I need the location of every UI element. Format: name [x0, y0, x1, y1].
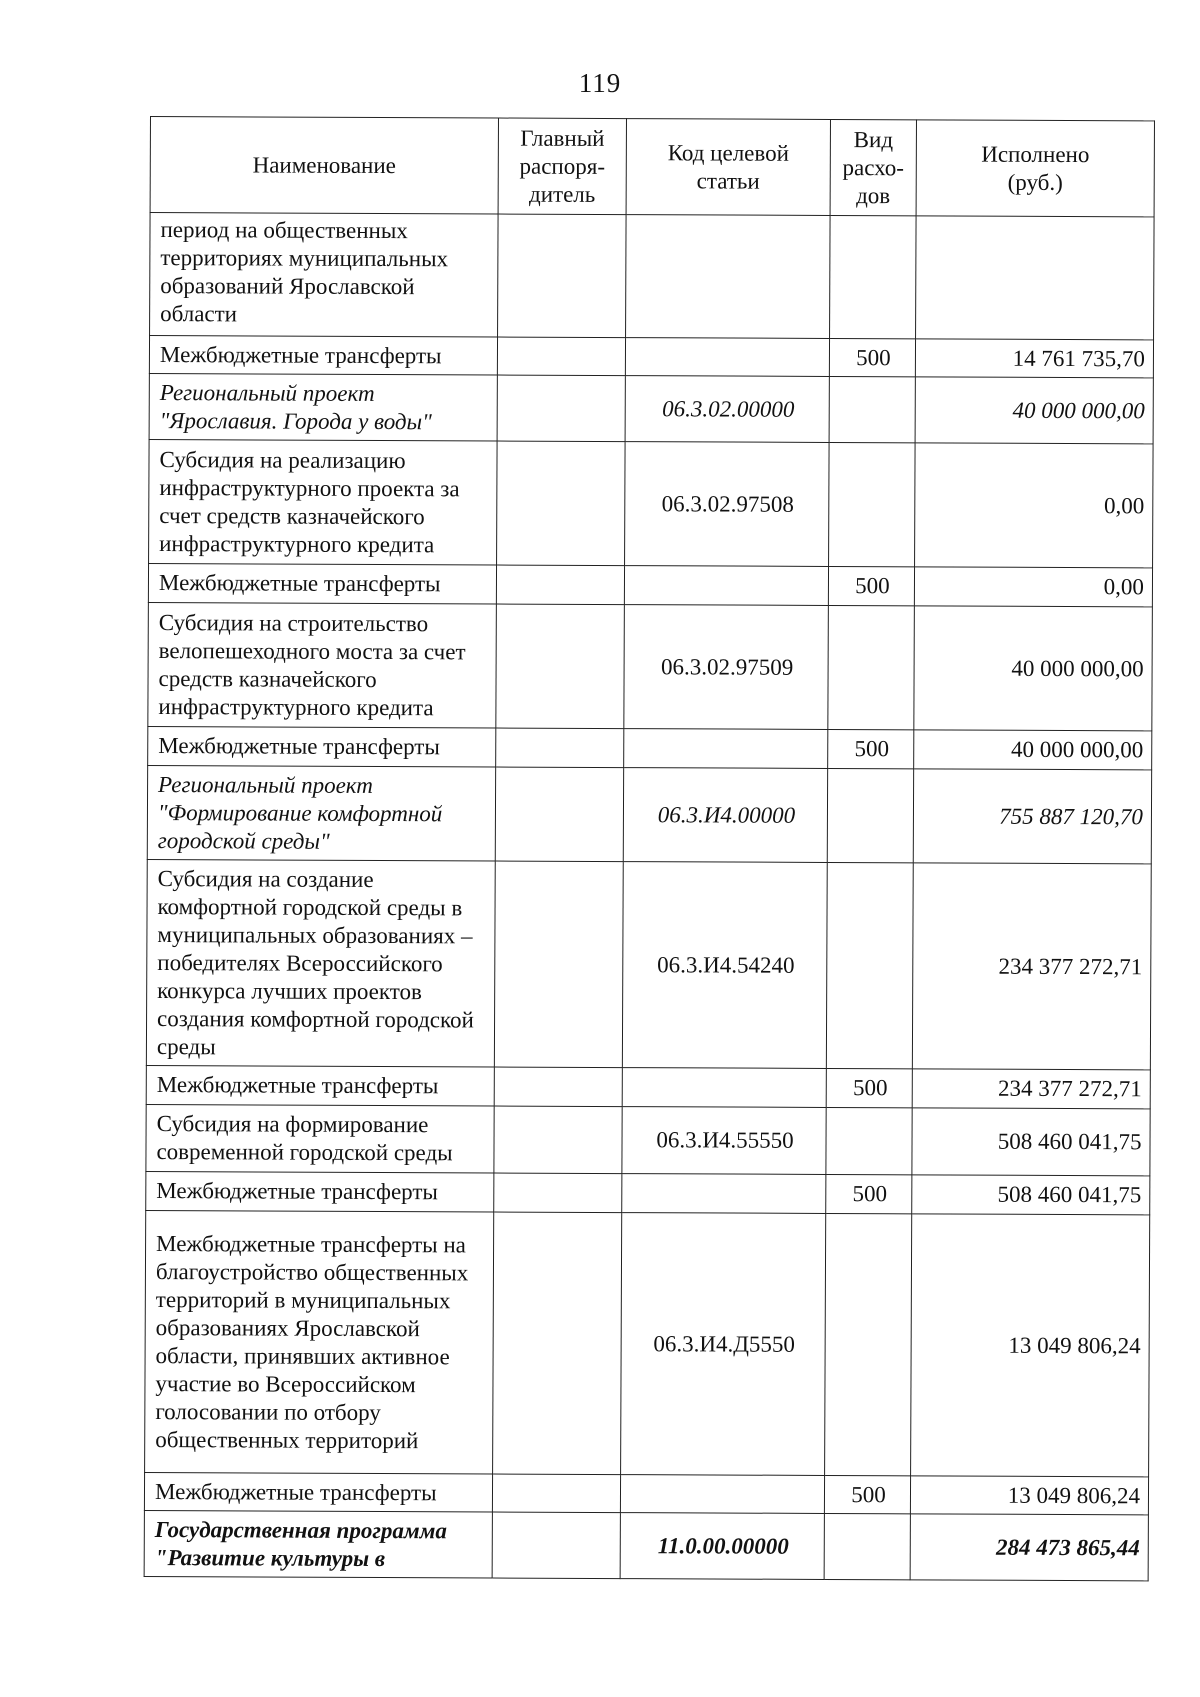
- cell-admin: [494, 861, 623, 1068]
- cell-amount: 40 000 000,00: [914, 606, 1153, 731]
- cell-admin: [494, 1173, 622, 1213]
- header-admin: Главный распоря- дитель: [498, 118, 626, 215]
- table-row: [148, 563, 1152, 606]
- cell-code: [622, 1068, 826, 1108]
- table-row: [144, 1510, 1148, 1580]
- table-row: [146, 1104, 1150, 1175]
- cell-kind: [825, 1213, 912, 1475]
- cell-admin: [492, 1474, 620, 1513]
- cell-code: 06.3.02.97508: [625, 442, 830, 567]
- cell-admin: [494, 1106, 622, 1174]
- cell-admin: [496, 604, 625, 729]
- table-row: [146, 1065, 1150, 1108]
- cell-code: 11.0.00.00000: [620, 1513, 824, 1580]
- cell-kind: [830, 215, 917, 338]
- table-row: [148, 602, 1153, 730]
- cell-code: 06.3.И4.54240: [622, 862, 827, 1069]
- cell-amount: 284 473 865,44: [910, 1514, 1148, 1581]
- page-number: 119: [578, 68, 622, 98]
- cell-kind: 500: [828, 566, 914, 605]
- cell-kind: 500: [826, 1068, 912, 1107]
- table-row: [148, 726, 1152, 769]
- cell-amount: 0,00: [915, 443, 1154, 568]
- header-code: Код целевой статьи: [626, 119, 830, 216]
- cell-code: [624, 566, 828, 606]
- cell-amount: 40 000 000,00: [915, 377, 1153, 444]
- cell-name: Региональный проект "Формирование комфортной городской среды": [147, 765, 495, 861]
- cell-name: Межбюджетные трансферты: [148, 563, 496, 604]
- cell-amount: 508 460 041,75: [912, 1108, 1150, 1176]
- cell-admin: [497, 441, 626, 566]
- cell-admin: [496, 728, 624, 768]
- cell-amount: 40 000 000,00: [914, 730, 1152, 770]
- table-row: [149, 336, 1153, 378]
- cell-name: Региональный проект "Ярославия. Города у воды": [149, 373, 497, 441]
- cell-kind: 500: [828, 729, 914, 768]
- cell-admin: [497, 375, 625, 442]
- cell-code: [626, 215, 831, 339]
- cell-code: [624, 729, 828, 769]
- cell-admin: [497, 337, 625, 376]
- cell-admin: [494, 1067, 622, 1107]
- cell-amount: 0,00: [914, 567, 1152, 607]
- cell-code: 06.3.И4.55550: [622, 1107, 826, 1175]
- cell-kind: [829, 376, 915, 442]
- table-row: [149, 439, 1154, 567]
- cell-kind: [824, 1513, 910, 1579]
- cell-code: [622, 1174, 826, 1214]
- table-row: [146, 859, 1151, 1069]
- cell-amount: 234 377 272,71: [912, 863, 1151, 1070]
- cell-amount: 14 761 735,70: [915, 339, 1153, 378]
- cell-amount: 13 049 806,24: [911, 1214, 1150, 1477]
- cell-kind: [829, 442, 916, 566]
- header-amount: Исполнено (руб.): [916, 120, 1154, 217]
- cell-code: 06.3.И4.Д5550: [621, 1213, 826, 1476]
- cell-code: 06.3.02.00000: [625, 376, 829, 443]
- cell-code: [625, 338, 829, 377]
- cell-name: Межбюджетные трансферты: [144, 1472, 492, 1512]
- budget-table: [144, 116, 1155, 1581]
- cell-kind: [826, 1107, 912, 1174]
- cell-amount: 234 377 272,71: [912, 1069, 1150, 1109]
- cell-admin: [493, 1212, 622, 1475]
- table-row: [147, 765, 1151, 863]
- cell-amount: 13 049 806,24: [910, 1476, 1148, 1515]
- cell-kind: 500: [826, 1174, 912, 1213]
- cell-name: Субсидия на реализацию инфраструктурного проекта за счет средств казначейского инфраструктурного кредита: [149, 439, 498, 565]
- cell-code: 06.3.02.97509: [624, 605, 829, 730]
- cell-name: Межбюджетные трансферты: [148, 726, 496, 767]
- cell-kind: [828, 605, 915, 729]
- cell-amount: [916, 216, 1155, 340]
- cell-name: Субсидия на формирование современной городской среды: [146, 1104, 494, 1173]
- cell-amount: 755 887 120,70: [913, 769, 1151, 864]
- table-row: [150, 213, 1155, 340]
- cell-kind: [826, 862, 913, 1068]
- cell-kind: [827, 768, 913, 862]
- cell-code: [620, 1475, 824, 1514]
- cell-name: Межбюджетные трансферты: [146, 1171, 494, 1212]
- cell-name: период на общественных территориях муниципальных образований Ярославской области: [150, 213, 499, 338]
- header-name: Наименование: [150, 117, 498, 215]
- cell-admin: [496, 565, 624, 605]
- cell-admin: [498, 214, 627, 338]
- cell-admin: [492, 1512, 620, 1579]
- cell-name: Межбюджетные трансферты: [146, 1065, 494, 1106]
- cell-name: Межбюджетные трансферты на благоустройство общественных территорий в муниципальных образованиях Ярославской области, принявших активное участие во Всероссийском голосовании по отбору общественных территорий: [145, 1210, 494, 1474]
- cell-name: Государственная программа "Развитие культуры в: [144, 1510, 492, 1578]
- cell-admin: [495, 767, 623, 862]
- cell-name: Межбюджетные трансферты: [149, 336, 497, 376]
- table-row: [149, 373, 1153, 443]
- cell-name: Субсидия на строительство велопешеходного моста за счет средств казначейского инфраструктурного кредита: [148, 602, 497, 728]
- table-row: [145, 1210, 1150, 1476]
- cell-kind: 500: [829, 338, 915, 376]
- table-header-row: [150, 117, 1154, 217]
- cell-name: Субсидия на создание комфортной городской среды в муниципальных образованиях – победителях Всероссийского конкурса лучших проектов создания комфортной городской среды: [146, 859, 495, 1067]
- table-row: [146, 1171, 1150, 1214]
- cell-amount: 508 460 041,75: [912, 1175, 1150, 1215]
- table-row: [144, 1472, 1148, 1514]
- cell-code: 06.3.И4.00000: [623, 768, 827, 863]
- cell-kind: 500: [824, 1475, 910, 1513]
- header-kind: Вид расхо- дов: [830, 119, 916, 215]
